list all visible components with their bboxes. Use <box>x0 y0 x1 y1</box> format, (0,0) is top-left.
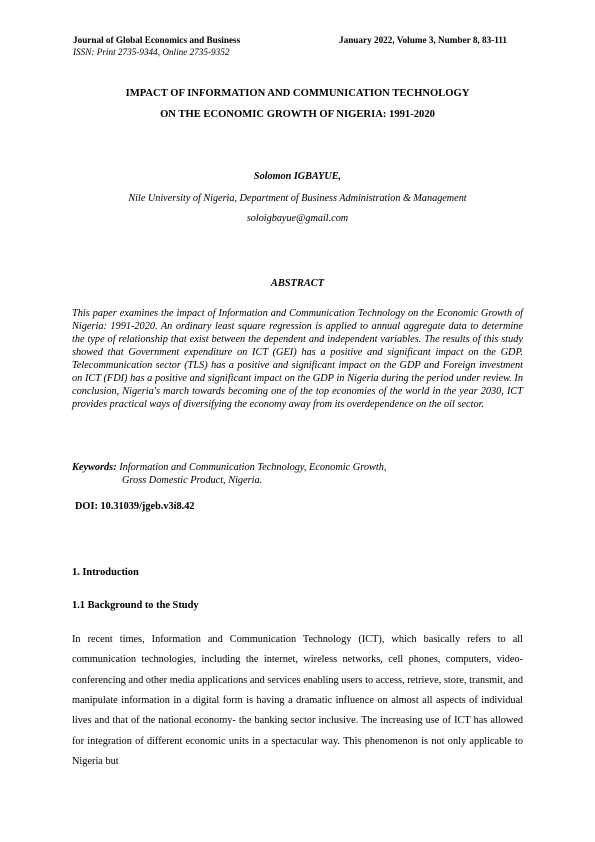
issn-line: ISSN: Print 2735-9344, Online 2735-9352 <box>73 47 230 57</box>
running-header-left <box>73 34 240 58</box>
keywords-line-2: Gross Domestic Product, Nigeria. <box>122 475 263 486</box>
title-line-1: IMPACT OF INFORMATION AND COMMUNICATION TECHNOLOGY <box>125 88 470 99</box>
keywords-label: Keywords: <box>72 462 117 473</box>
section-heading-introduction: 1. Introduction <box>72 567 139 578</box>
author-email: soloigbayue@gmail.com <box>246 213 349 224</box>
author-affiliation: Nile University of Nigeria, Department of Business Administration & Management <box>128 193 467 204</box>
abstract-heading: ABSTRACT <box>270 278 325 289</box>
body-paragraph: In recent times, Information and Communication Technology (ICT), which basically refers to all communication technologies, including the internet, wireless networks, cell phones, computers, video-conferencing and other media applications and services enabling users to access, retrieve, store, transmit, and manipulate information in a digital form is having a dramatic influence on almost all aspects of individual lives and that of the national economy- the banking sector inclusive. The increasing use of ICT has allowed for integration of different economic units in a spectacular way. This phenomenon is not only applicable to Nigeria but <box>72 634 523 768</box>
keywords-line-1: Information and Communication Technology, Economic Growth, <box>119 462 387 473</box>
author-name: Solomon IGBAYUE, <box>253 171 342 182</box>
subsection-heading-background: 1.1 Background to the Study <box>72 600 199 611</box>
doi: DOI: 10.31039/jgeb.v3i8.42 <box>75 501 195 512</box>
keywords <box>72 461 523 487</box>
journal-name: Journal of Global Economics and Business <box>73 35 241 45</box>
issue-info: January 2022, Volume 3, Number 8, 83-111 <box>339 35 508 45</box>
abstract-text: This paper examines the impact of Information and Communication Technology on the Economic Growth of Nigeria: 1991-2020. An ordinary least square regression is applied to annual aggregate data to determine the type of relationship that exist between the dependent and independent variables. The results of this study showed that Government expenditure on ICT (GEI) has a positive and significant impact on the GDP. Telecommunication sector (TLS) has a positive and significant impact on the GDP and Foreign investment on ICT (FDI) has a positive and significant impact on the GDP in Nigeria during the period under review. In conclusion, Nigeria's march towards becoming one of the top economies of the world in the year 2030, ICT provides practical ways of diversifying the economy away from its overdependence on the oil sector. <box>72 308 523 410</box>
paper-title <box>60 83 535 125</box>
title-line-2: ON THE ECONOMIC GROWTH OF NIGERIA: 1991-2020 <box>160 109 435 120</box>
